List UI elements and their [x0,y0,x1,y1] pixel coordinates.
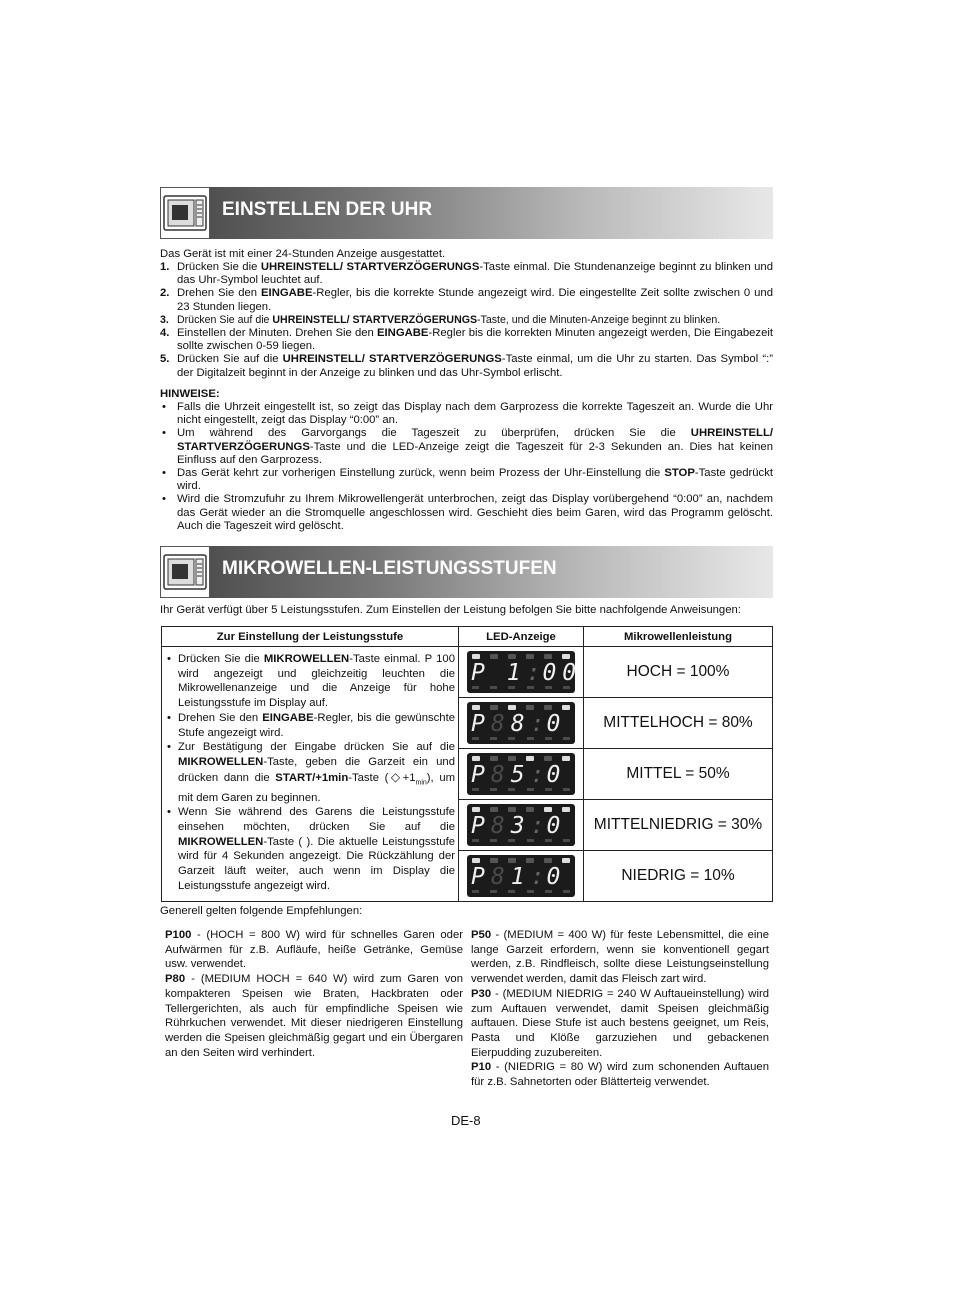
list-item: 2. Drehen Sie den EINGABE-Regler, bis die korrekte Stunde angezeigt wird. Die eingestellte Zeit sollte zwischen 0 und 23 Stunden liegen. [160,287,773,313]
led-cell [459,800,584,851]
list-item: • Drehen Sie den EINGABE-Regler, bis die gewünschte Stufe angezeigt wird. [178,711,455,740]
led-cell [459,698,584,749]
clock-steps [160,261,773,380]
clock-notes [160,401,773,533]
clock-intro: Das Gerät ist mit einer 24-Stunden Anzeige ausgestattet. [160,248,446,260]
section-header-power [160,546,773,598]
recommendation: P100 - (HOCH = 800 W) wird für schnelles Garen oder Aufwärmen für z.B. Aufläufe, heiße Getränke, Gemüse usw. verwendet. [165,929,463,971]
list-item: 1. Drücken Sie die UHREINSTELL/ STARTVERZÖGERUNGS-Taste einmal. Die Stundenanzeige beginnt zu blinken und das Uhr-Symbol leuchtet auf. [160,261,773,287]
table-header: LED-Anzeige [459,627,584,647]
recommend-col-left [165,928,463,1060]
power-level-label: MITTELNIEDRIG = 30% [584,800,773,851]
section-header-clock [160,187,773,239]
list-item: • Zur Bestätigung der Eingabe drücken Sie auf die MIKROWELLEN-Taste, geben die Garzeit ein und drücken dann die START/+1min-Taste $(◇+1_{min})$, um mit dem Garen zu beginnen. [178,740,455,805]
page-number: DE-8 [451,1113,481,1128]
power-level-label: HOCH = 100% [584,647,773,698]
recommend-intro: Generell gelten folgende Empfehlungen: [160,905,363,917]
microwave-icon [160,187,210,239]
led-cell [459,749,584,800]
list-item: • Um während des Garvorgangs die Tageszeit zu überprüfen, drücken Sie die UHREINSTELL/ STARTVERZÖGERUNGS-Taste und die LED-Anzeige zeigt die Tageszeit für 2-3 Sekunden an. Dies hat keinen Einfluss auf den Garprozess. [160,427,773,467]
recommend-col-right [471,928,769,1090]
recommendation: P50 - (MEDIUM = 400 W) für feste Lebensmittel, die eine lange Garzeit erfordern, wenn sie konventionell gegart werden, z.B. Rindfleisch, sollte diese Leistungseinstellung verwendet werden, damit das Fleisch zart wird. [471,929,769,986]
list-item: 3. Drücken Sie auf die UHREINSTELL/ STARTVERZÖGERUNGS-Taste, und die Minuten-Anzeige beginnt zu blinken. [160,313,721,326]
recommendation: P30 - (MEDIUM NIEDRIG = 240 W Auftaueinstellung) wird zum Auftauen verwendet, damit Speisen gleichmäßig auftauen. Diese Stufe ist auch bestens geeignet, um Reis, Pasta und Klöße garzuziehen und gebackenen Eierpudding zuzubereiten. [471,987,769,1059]
list-item: • Wenn Sie während des Garens die Leistungsstufe einsehen möchten, drücken Sie auf die MIKROWELLEN-Taste ( ). Die aktuelle Leistungsstufe wird für 4 Sekunden angezeigt. Die Rückzählung der Garzeit läuft weiter, auch wenn im Display die Leistungsstufe angezeigt wird. [178,805,455,893]
led-display: P83:0 [467,804,575,846]
list-item: • Drücken Sie die MIKROWELLEN-Taste einmal. P 100 wird angezeigt und gleichzeitig leuchten die Mikrowellenanzeige und die Anzeige für hohe Leistungsstufe im Display auf. [178,652,455,711]
start-icon: ◇ [388,769,403,784]
recommendation: P80 - (MEDIUM HOCH = 640 W) wird zum Garen von kompakteren Speisen wie Braten, Hackbraten oder Tellergerichten, als auch für empfindliche Speisen wie Rührkuchen verwendet. Mit dieser niedrigeren Einstellung werden die Speisen gleichmäßig gegart und ein Übergaren an den Seiten wird verhindert. [165,973,463,1059]
list-item: 5. Drücken Sie auf die UHREINSTELL/ STARTVERZÖGERUNGS-Taste einmal, um die Uhr zu starten. Das Symbol “:” der Digitalzeit beginnt in der Anzeige zu blinken und das Uhr-Symbol erlischt. [160,353,773,379]
led-display: P88:0 [467,702,575,744]
list-item: • Falls die Uhrzeit eingestellt ist, so zeigt das Display nach dem Garprozess die korrekte Tageszeit an. Wurde die Uhr nicht eingestellt, zeigt das Display “0:00” an. [160,401,773,427]
power-level-label: NIEDRIG = 10% [584,851,773,902]
led-display: P 1:00 [467,651,575,693]
table-header: Mikrowellenleistung [584,627,773,647]
table-row [162,647,773,698]
section-title: EINSTELLEN DER UHR [222,199,433,220]
list-item: • Wird die Stromzufuhr zu Ihrem Mikrowellengerät unterbrochen, zeigt das Display vorübergehend “0:00” an, nachdem das Gerät wieder an die Stromquelle angeschlossen wird. Geschieht dies beim Garen, wird das Programm gelöscht. Auch die Tageszeit wird gelöscht. [160,493,773,533]
instructions-cell [162,647,459,902]
list-item: • Das Gerät kehrt zur vorherigen Einstellung zurück, wenn beim Prozess der Uhr-Einstellung die STOP-Taste gedrückt wird. [160,467,773,493]
table-header-row [162,627,773,647]
recommendation: P10 - (NIEDRIG = 80 W) wird zum schonenden Auftauen für z.B. Sahnetorten oder Blätterteig verwendet. [471,1061,769,1089]
led-cell [459,851,584,902]
section-title: MIKROWELLEN-LEISTUNGSSTUFEN [222,558,557,579]
power-level-label: MITTELHOCH = 80% [584,698,773,749]
notes-heading: HINWEISE: [160,388,220,400]
power-intro: Ihr Gerät verfügt über 5 Leistungsstufen. Zum Einstellen der Leistung befolgen Sie bitte nachfolgende Anweisungen: [160,604,741,616]
led-display: P85:0 [467,753,575,795]
led-display: P81:0 [467,855,575,897]
table-header: Zur Einstellung der Leistungsstufe [162,627,459,647]
list-item: 4. Einstellen der Minuten. Drehen Sie den EINGABE-Regler bis die korrekten Minuten angezeigt werden, Die Eingabezeit sollte zwischen 0-59 liegen. [160,327,773,353]
microwave-icon [160,546,210,598]
power-table [161,626,773,902]
power-level-label: MITTEL = 50% [584,749,773,800]
led-cell [459,647,584,698]
